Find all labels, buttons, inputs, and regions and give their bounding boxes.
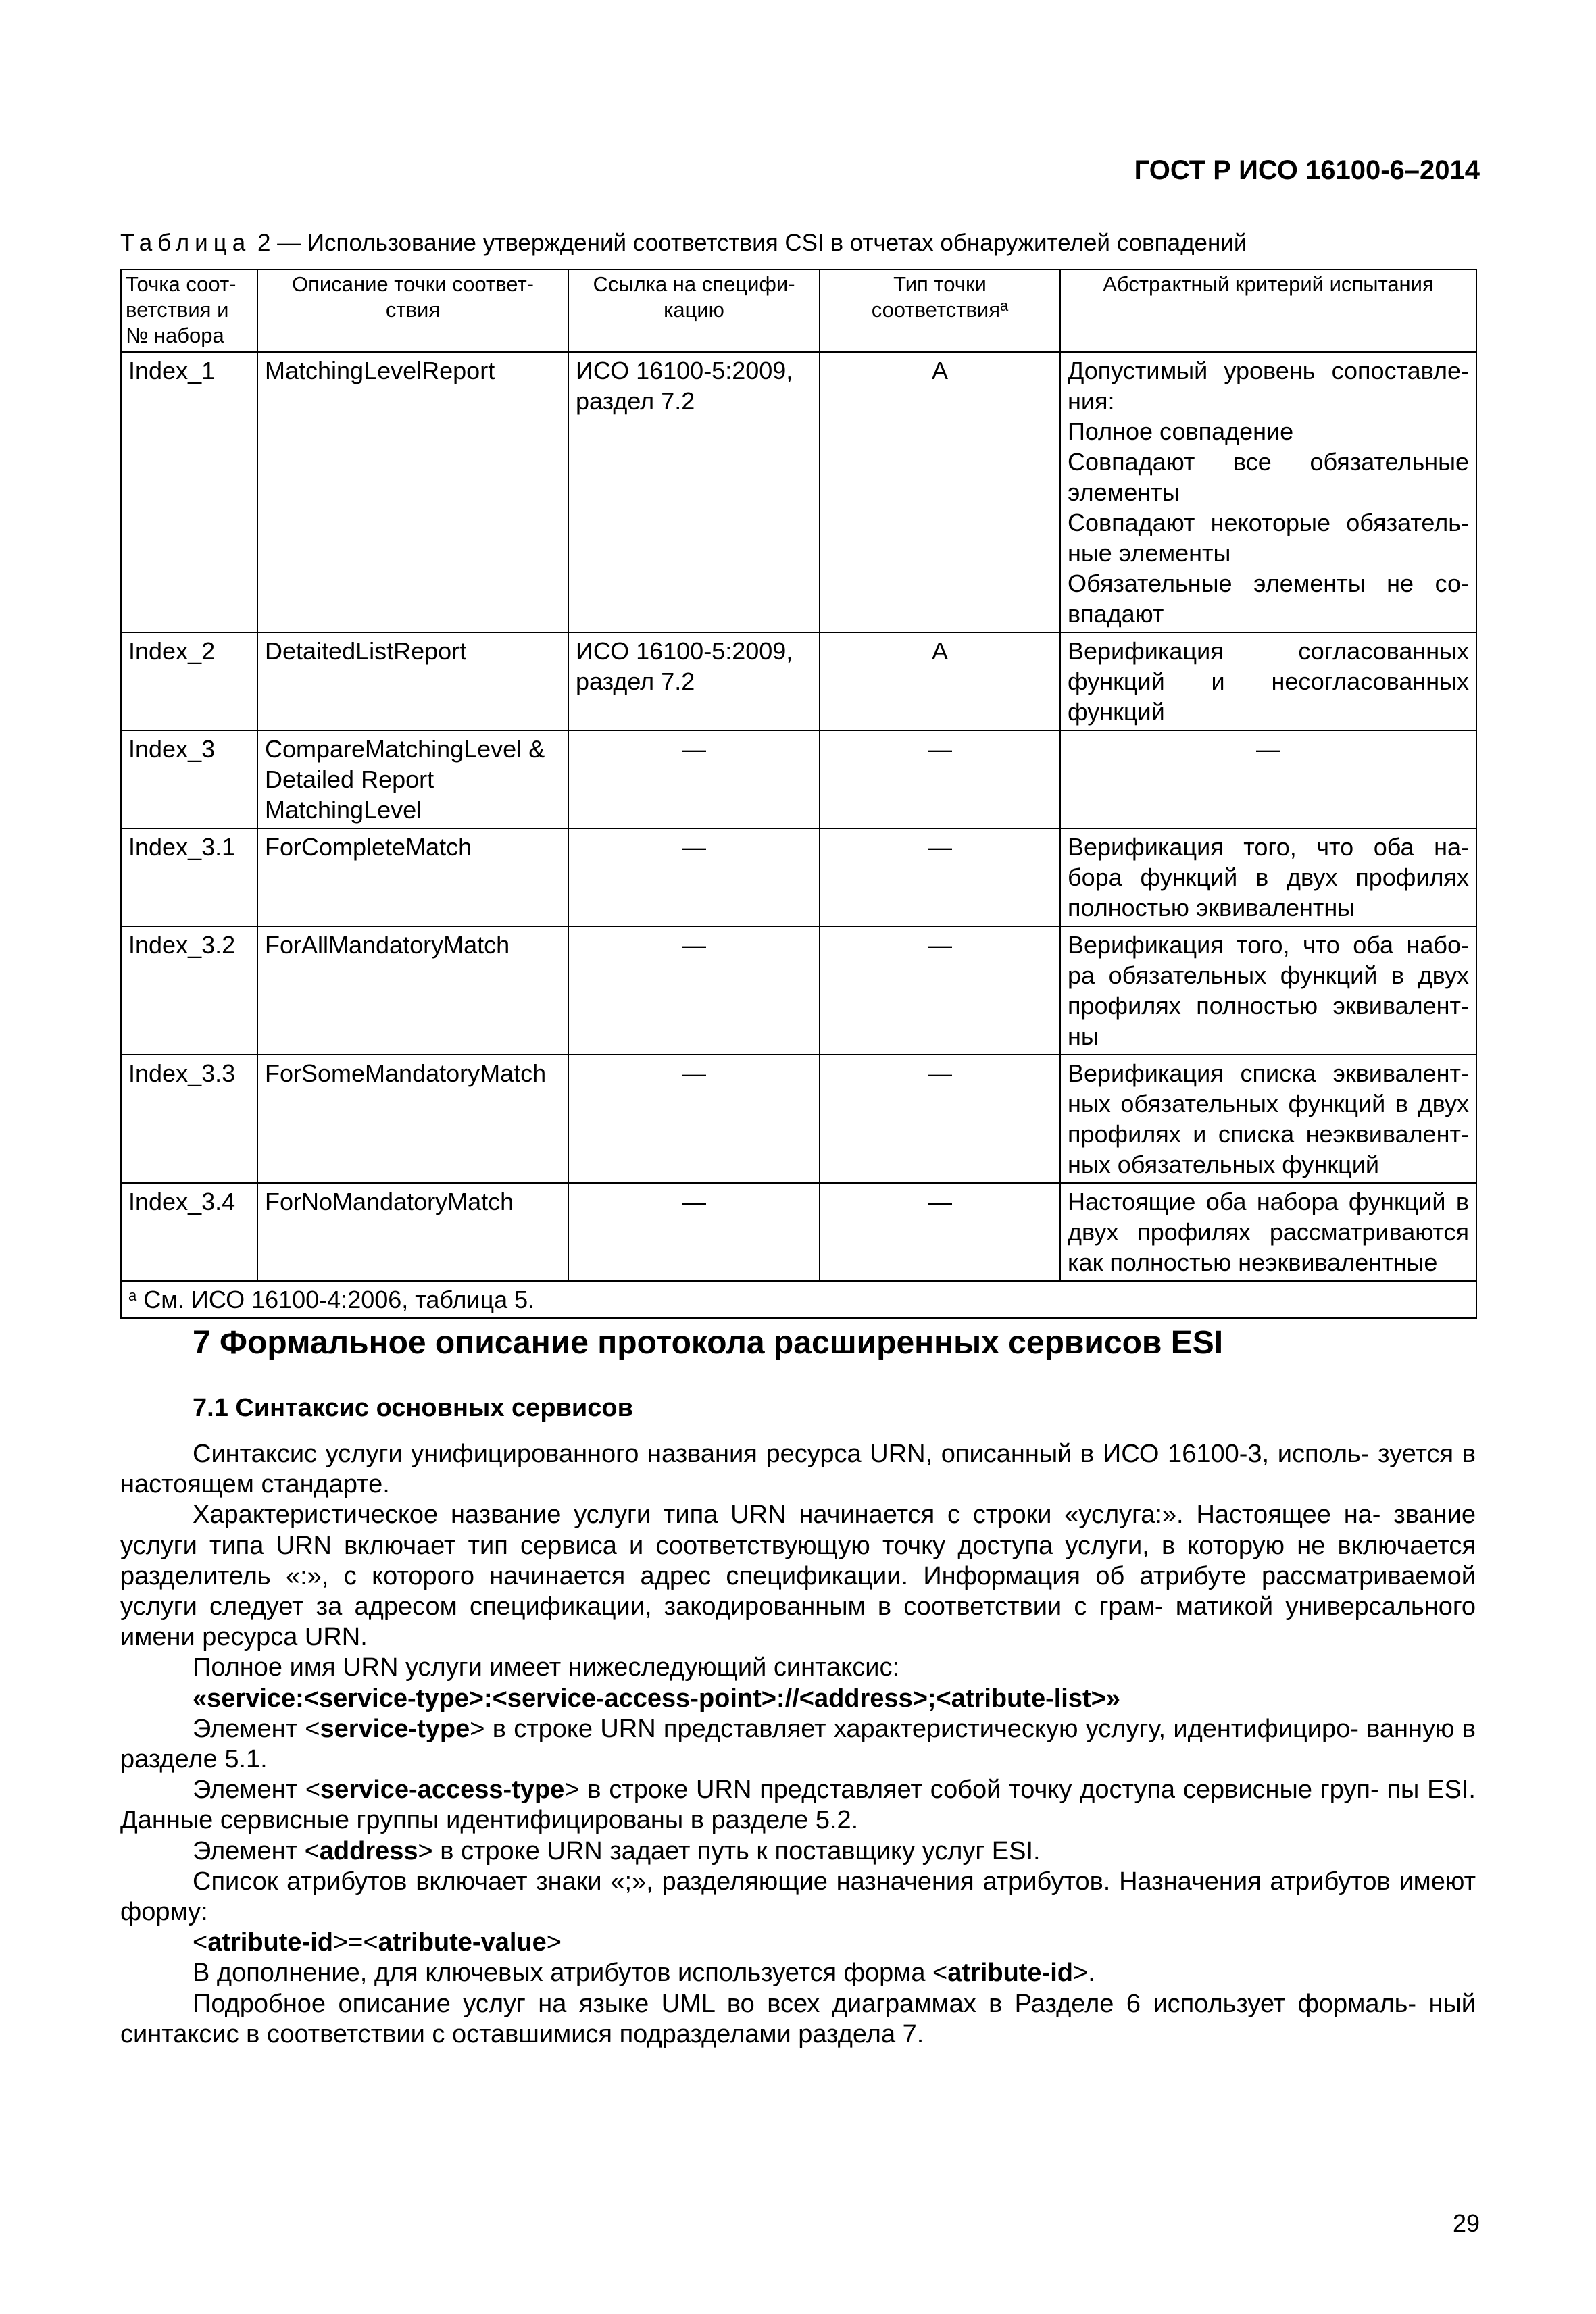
footnote-mark: a — [128, 1287, 137, 1304]
page-number: 29 — [1452, 2209, 1480, 2237]
text-fragment: В дополнение, для ключевых атрибутов используется форма < — [193, 1959, 948, 1988]
cell-description: CompareMatchingLevel & Detailed Report MatchingLevel — [257, 730, 568, 828]
cell-reference: — — [568, 926, 820, 1055]
table-footnote-row — [121, 1281, 1476, 1318]
syntax-line: «service:<service-type>:<service-access-point>://<address>;<atribute-list>» — [193, 1684, 1120, 1713]
cell-reference: — — [568, 828, 820, 926]
term: service-access-type — [320, 1776, 565, 1805]
text-fragment: Элемент < — [193, 1836, 320, 1865]
cell-reference: — — [568, 1055, 820, 1183]
term: address — [319, 1836, 418, 1865]
cell-point: Index_3.2 — [121, 926, 257, 1055]
cell-point: Index_3 — [121, 730, 257, 828]
paragraph: Полное имя URN услуги имеет нижеследующий синтаксис: — [193, 1653, 900, 1682]
body-text — [120, 1439, 1476, 2050]
paragraph — [120, 1714, 1476, 1775]
caption-text: 2 — Использование утверждений соответствия CSI в отчетах обнаружителей совпадений — [251, 230, 1247, 256]
header-description: Описание точки соответ- ствия — [257, 270, 568, 352]
cell-criteria: Верификация списка эквивалент- ных обязательных функций в двух профилях и списка неэквивалент- ных обязательных функций — [1060, 1055, 1476, 1183]
cell-point: Index_2 — [121, 632, 257, 730]
header-type-label: Тип точки соответствия — [871, 272, 1001, 322]
cell-description: MatchingLevelReport — [257, 352, 568, 632]
cell-reference: ИСО 16100-5:2009, раздел 7.2 — [568, 632, 820, 730]
paragraph: Список атрибутов включает знаки «;», разделяющие назначения атрибутов. Назначения атрибутов имеют форму: — [120, 1867, 1476, 1927]
cell-type: — — [820, 926, 1060, 1055]
text-fragment: Элемент < — [193, 1714, 320, 1743]
term: atribute-id — [947, 1959, 1073, 1988]
cell-criteria: Верификация согласованных функций и несогласованных функций — [1060, 632, 1476, 730]
cell-criteria — [1060, 352, 1476, 632]
cell-reference: — — [568, 1183, 820, 1281]
cell-description: ForCompleteMatch — [257, 828, 568, 926]
cell-criteria: — — [1060, 730, 1476, 828]
table-row — [121, 632, 1476, 730]
table-caption — [120, 230, 1247, 257]
table-header-row — [121, 270, 1476, 352]
cell-point: Index_3.1 — [121, 828, 257, 926]
cell-type: A — [820, 632, 1060, 730]
section-heading: 7 Формальное описание протокола расширенных сервисов ESI — [193, 1325, 1224, 1361]
cell-criteria: Верификация того, что оба на- бора функций в двух профилях полностью эквивалентны — [1060, 828, 1476, 926]
cell-reference: — — [568, 730, 820, 828]
text-fragment: Элемент < — [193, 1776, 321, 1805]
text-fragment: >. — [1073, 1959, 1095, 1988]
text-fragment: > в строке URN представляет характеристическую услугу, идентифициро- ванную в разделе 5.1. — [120, 1714, 1476, 1774]
header-type — [820, 270, 1060, 352]
table-row — [121, 352, 1476, 632]
header-reference: Ссылка на специфи- кацию — [568, 270, 820, 352]
cell-type: — — [820, 730, 1060, 828]
cell-type: — — [820, 828, 1060, 926]
cell-description: ForAllMandatoryMatch — [257, 926, 568, 1055]
paragraph: Синтаксис услуги унифицированного названия ресурса URN, описанный в ИСО 16100-3, исполь- зуется в настоящем стандарте. — [120, 1440, 1476, 1499]
footnote-text: См. ИСО 16100-4:2006, таблица 5. — [136, 1286, 535, 1313]
cell-criteria: Верификация того, что оба набо- ра обязательных функций в двух профилях полностью эквивалент- ны — [1060, 926, 1476, 1055]
cell-description: ForNoMandatoryMatch — [257, 1183, 568, 1281]
paragraph — [120, 1958, 1476, 1988]
cell-reference: ИСО 16100-5:2009, раздел 7.2 — [568, 352, 820, 632]
cell-type: — — [820, 1055, 1060, 1183]
header-point: Точка соот- ветствия и № набора — [121, 270, 257, 352]
caption-prefix: Таблица — [120, 230, 251, 256]
conformance-table — [120, 269, 1477, 1319]
cell-description: DetaitedListReport — [257, 632, 568, 730]
cell-point: Index_3.3 — [121, 1055, 257, 1183]
term: service-type — [320, 1714, 470, 1743]
paragraph: Подробное описание услуг на языке UML во всех диаграммах в Разделе 6 использует формаль- ный синтаксис в соответствии с оставшимися подразделами раздела 7. — [120, 1989, 1476, 2048]
criteria-line: Обязательные элементы не со- впадают — [1068, 570, 1469, 628]
criteria-line: Совпадают все обязательные элементы — [1068, 448, 1469, 506]
cell-description: ForSomeMandatoryMatch — [257, 1055, 568, 1183]
document-header: ГОСТ Р ИСО 16100-6–2014 — [1134, 155, 1480, 185]
paragraph — [120, 1775, 1476, 1836]
table-row — [121, 730, 1476, 828]
header-criteria: Абстрактный критерий испытания — [1060, 270, 1476, 352]
table-row — [121, 828, 1476, 926]
cell-point: Index_1 — [121, 352, 257, 632]
table-row — [121, 1055, 1476, 1183]
term: atribute-id — [207, 1928, 333, 1957]
text-fragment: > в строке URN представляет собой точку доступа сервисные груп- пы ESI. Данные сервисные группы идентифицированы в разделе 5.2. — [120, 1776, 1476, 1835]
cell-type: — — [820, 1183, 1060, 1281]
paragraph: Характеристическое название услуги типа URN начинается с строки «услуга:». Настоящее на- звание услуги типа URN включает тип сервиса и соответствующую точку доступа услуги, в которую не включается разделитель «:», с которого начинается адрес спецификации. Информация об атрибуте рассматриваемой услуги следует за адресом спецификации, закодированным в соответствии с грам- матикой универсального имени ресурса URN. — [120, 1501, 1476, 1652]
criteria-line: Допустимый уровень сопоставле- ния: — [1068, 357, 1469, 415]
text-fragment: > — [546, 1928, 562, 1957]
cell-point: Index_3.4 — [121, 1183, 257, 1281]
cell-criteria: Настоящие оба набора функций в двух профилях рассматриваются как полностью неэквивалентные — [1060, 1183, 1476, 1281]
criteria-line: Совпадают некоторые обязатель- ные элементы — [1068, 509, 1469, 567]
table-footnote — [121, 1281, 1476, 1318]
cell-type: A — [820, 352, 1060, 632]
text-fragment: >=< — [332, 1928, 378, 1957]
paragraph — [120, 1836, 1476, 1867]
text-fragment: > в строке URN задает путь к поставщику услуг ESI. — [418, 1836, 1041, 1865]
attribute-form — [120, 1928, 1476, 1958]
table-row — [121, 926, 1476, 1055]
term: atribute-value — [378, 1928, 547, 1957]
text-fragment: < — [193, 1928, 208, 1957]
header-type-footnote-mark: a — [1000, 297, 1009, 314]
subsection-heading: 7.1 Синтаксис основных сервисов — [193, 1394, 633, 1422]
criteria-line: Полное совпадение — [1068, 418, 1294, 445]
table-row — [121, 1183, 1476, 1281]
